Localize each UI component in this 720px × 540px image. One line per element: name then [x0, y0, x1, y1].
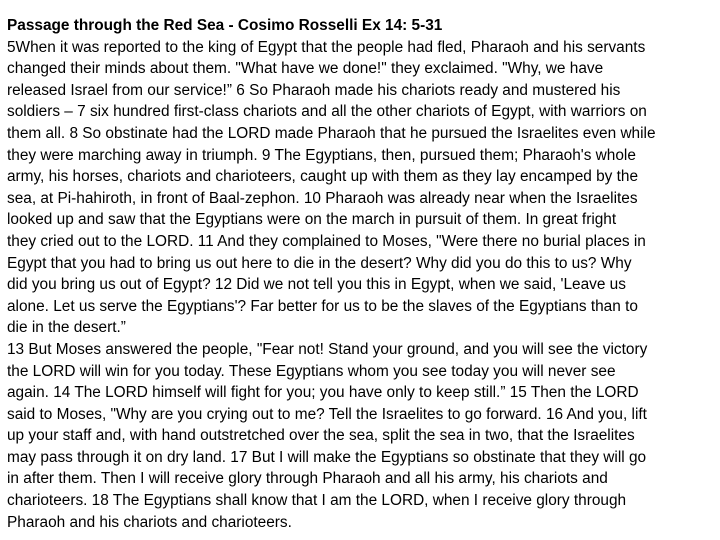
text-line: alone. Let us serve the Egyptians'? Far better for us to be the slaves of the Egyptians than to: [7, 297, 638, 315]
text-line: released Israel from our service!” 6 So Pharaoh made his chariots ready and mustered his: [7, 81, 621, 99]
text-line: Pharaoh and his chariots and charioteers.: [7, 513, 292, 531]
text-line: said to Moses, "Why are you crying out to me? Tell the Israelites to go forward. 16 And you, lift: [7, 405, 647, 423]
text-line: looked up and saw that the Egyptians were on the march in pursuit of them. In great fright: [7, 211, 617, 229]
text-line: they were marching away in triumph. 9 The Egyptians, then, pursued them; Pharaoh's whole: [7, 146, 636, 164]
text-line: changed their minds about them. "What have we done!" they exclaimed. "Why, we have: [7, 60, 604, 78]
text-line: soldiers – 7 six hundred first-class chariots and all the other chariots of Egypt, with warriors on: [7, 103, 647, 121]
text-line: charioteers. 18 The Egyptians shall know that I am the LORD, when I receive glory through: [7, 492, 627, 510]
slide-title: Passage through the Red Sea - Cosimo Rosselli Ex 14: 5-31: [7, 17, 443, 34]
text-line: the LORD will win for you today. These Egyptians whom you see today you will never see: [7, 362, 616, 380]
text-line: Egypt that you had to bring us out here to die in the desert? Why did you do this to us? Why: [7, 254, 632, 272]
text-line: may pass through it on dry land. 17 But I will make the Egyptians so obstinate that they will go: [7, 448, 647, 466]
paragraph-2: [7, 339, 711, 533]
text-line: in after them. Then I will receive glory through Pharaoh and all his army, his chariots and: [7, 470, 608, 488]
paragraph-1: [7, 37, 711, 339]
text-line: did you bring us out of Egypt? 12 Did we not tell you this in Egypt, when we said, 'Leave us: [7, 276, 626, 294]
text-line: up your staff and, with hand outstretched over the sea, split the sea in two, that the Israelites: [7, 427, 635, 445]
text-line: 13 But Moses answered the people, "Fear not! Stand your ground, and you will see the victory: [7, 340, 648, 358]
text-body: [7, 15, 711, 533]
text-line: army, his horses, chariots and charioteers, caught up with them as they lay encamped by the: [7, 168, 639, 186]
text-line: they cried out to the LORD. 11 And they complained to Moses, "Were there no burial places in: [7, 232, 646, 250]
text-line: die in the desert.”: [7, 319, 126, 337]
text-line: 5When it was reported to the king of Egypt that the people had fled, Pharaoh and his servants: [7, 38, 646, 56]
text-line: again. 14 The LORD himself will fight for you; you have only to keep still.” 15 Then the LORD: [7, 384, 639, 402]
text-line: sea, at Pi-hahiroth, in front of Baal-zephon. 10 Pharaoh was already near when the Israelites: [7, 189, 638, 207]
text-line: them all. 8 So obstinate had the LORD made Pharaoh that he pursued the Israelites even while: [7, 124, 656, 142]
